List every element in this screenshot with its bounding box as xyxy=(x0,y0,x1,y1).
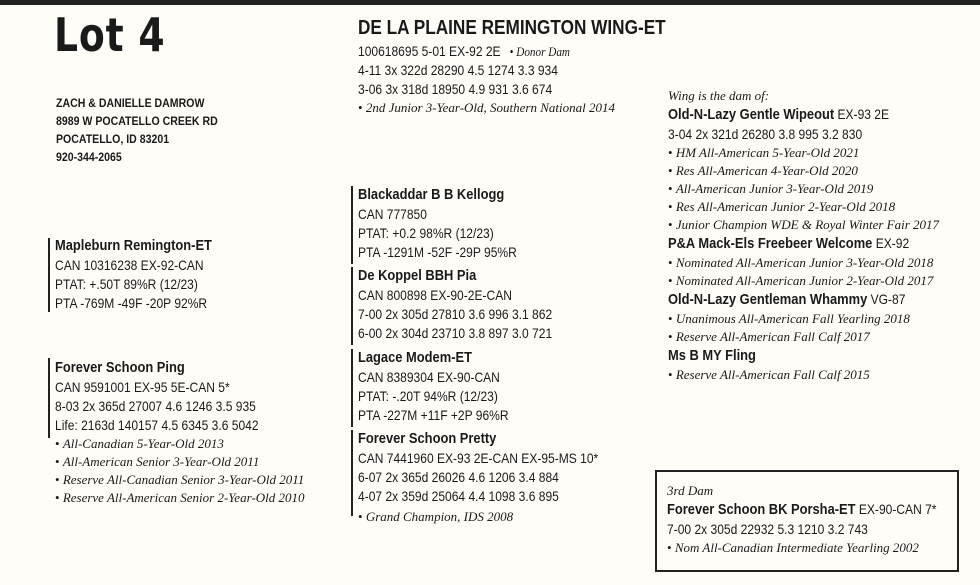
dam-award-3: • Reserve All-Canadian Senior 3-Year-Old 2011 xyxy=(55,471,304,489)
third-dam-name: Forever Schoon BK Porsha-ET xyxy=(667,501,856,518)
dd-award: • Grand Champion, IDS 2008 xyxy=(358,508,637,526)
dam-line-2: 8-03 2x 365d 27007 4.6 1246 3.5 935 xyxy=(55,398,256,414)
offspring-1-score: EX-93 2E xyxy=(837,106,890,122)
offspring-4-award-1: • Reserve All-American Fall Calf 2015 xyxy=(668,366,948,384)
sire-dam xyxy=(358,266,584,343)
third-dam-box xyxy=(655,470,959,572)
main-animal-id: 100618695 5-01 EX-92 2E xyxy=(358,43,501,59)
donor-dam-note: • Donor Dam xyxy=(503,44,570,59)
dam-bracket xyxy=(48,358,50,438)
lot-number: Lot 4 xyxy=(54,8,166,62)
offspring-2-score: EX-92 xyxy=(875,235,910,251)
offspring-1-award-4: • Res All-American Junior 2-Year-Old 2018 xyxy=(668,198,948,216)
sd-bracket xyxy=(351,267,353,345)
offspring-1-award-3: • All-American Junior 3-Year-Old 2019 xyxy=(668,180,948,198)
offspring-3-award-1: • Unanimous All-American Fall Yearling 2018 xyxy=(668,310,948,328)
sire-name: Mapleburn Remington-ET xyxy=(55,237,212,254)
ds-line-1: CAN 8389304 EX-90-CAN xyxy=(358,369,500,385)
dd-name: Forever Schoon Pretty xyxy=(358,430,497,447)
offspring-2-name: P&A Mack-Els Freebeer Welcome xyxy=(668,235,873,252)
dam xyxy=(55,358,304,507)
offspring-4-name: Ms B MY Fling xyxy=(668,347,756,364)
owner-address: 8989 W POCATELLO CREEK RD xyxy=(56,114,218,128)
top-rule xyxy=(0,0,980,5)
ss-name: Blackaddar B B Kellogg xyxy=(358,186,505,203)
dd-line-3: 4-07 2x 359d 25064 4.4 1098 3.6 895 xyxy=(358,488,559,504)
third-dam-award: • Nom All-Canadian Intermediate Yearling 2002 xyxy=(667,539,980,557)
sd-line-2: 7-00 2x 305d 27810 3.6 996 3.1 862 xyxy=(358,306,553,322)
sire-bracket xyxy=(48,238,50,312)
offspring-3-header xyxy=(668,290,909,310)
dam-dam xyxy=(358,429,637,526)
ss-line-3: PTA -1291M -52F -29P 95%R xyxy=(358,244,517,260)
ds-name: Lagace Modem-ET xyxy=(358,349,472,366)
main-animal-id-line xyxy=(358,42,666,61)
ds-line-2: PTAT: -.20T 94%R (12/23) xyxy=(358,388,498,404)
dd-line-1: CAN 7441960 EX-93 2E-CAN EX-95-MS 10* xyxy=(358,450,599,466)
offspring-list xyxy=(668,87,948,384)
ss-bracket xyxy=(351,186,353,264)
sire-sire xyxy=(358,185,543,262)
ds-bracket xyxy=(351,349,353,427)
offspring-3-score: VG-87 xyxy=(870,291,906,307)
dam-line-3: Life: 2163d 140157 4.5 6345 3.6 5042 xyxy=(55,417,259,433)
dam-award-4: • Reserve All-American Senior 2-Year-Old 2010 xyxy=(55,489,304,507)
offspring-intro: Wing is the dam of: xyxy=(668,88,770,103)
main-award: • 2nd Junior 3-Year-Old, Southern National 2014 xyxy=(358,99,716,117)
offspring-2-award-1: • Nominated All-American Junior 3-Year-Old 2018 xyxy=(668,254,948,272)
offspring-1-award-5: • Junior Champion WDE & Royal Winter Fair 2017 xyxy=(668,216,948,234)
offspring-3-name: Old-N-Lazy Gentleman Whammy xyxy=(668,291,868,308)
main-animal-title: DE LA PLAINE REMINGTON WING-ET xyxy=(358,17,666,39)
offspring-3-award-2: • Reserve All-American Fall Calf 2017 xyxy=(668,328,948,346)
third-dam-label: 3rd Dam xyxy=(667,483,714,498)
sire-line-3: PTA -769M -49F -20P 92%R xyxy=(55,295,208,311)
dd-line-2: 6-07 2x 365d 26026 4.6 1206 3.4 884 xyxy=(358,469,559,485)
offspring-1-name: Old-N-Lazy Gentle Wipeout xyxy=(668,106,835,123)
offspring-2-header xyxy=(668,234,909,254)
main-record-2: 3-06 3x 318d 18950 4.9 931 3.6 674 xyxy=(358,81,553,97)
dam-line-1: CAN 9591001 EX-95 5E-CAN 5* xyxy=(55,379,230,395)
third-dam xyxy=(667,482,980,557)
third-dam-record: 7-00 2x 305d 22932 5.3 1210 3.2 743 xyxy=(667,521,868,537)
sd-line-3: 6-00 2x 304d 23710 3.8 897 3.0 721 xyxy=(358,325,553,341)
dam-sire xyxy=(358,348,533,425)
owner-info xyxy=(56,94,218,166)
main-record-1: 4-11 3x 322d 28290 4.5 1274 3.3 934 xyxy=(358,62,558,78)
dam-award-2: • All-American Senior 3-Year-Old 2011 xyxy=(55,453,304,471)
donor-dam-label: Donor Dam xyxy=(516,44,570,59)
owner-phone: 920-344-2065 xyxy=(56,150,122,164)
dd-bracket xyxy=(351,430,353,516)
offspring-1-award-2: • Res All-American 4-Year-Old 2020 xyxy=(668,162,948,180)
sd-line-1: CAN 800898 EX-90-2E-CAN xyxy=(358,287,512,303)
sire-line-1: CAN 10316238 EX-92-CAN xyxy=(55,257,204,273)
ds-line-3: PTA -227M +11F +2P 96%R xyxy=(358,407,509,423)
dam-award-1: • All-Canadian 5-Year-Old 2013 xyxy=(55,435,304,453)
owner-city: POCATELLO, ID 83201 xyxy=(56,132,170,146)
third-dam-score: EX-90-CAN 7* xyxy=(858,501,937,517)
third-dam-header xyxy=(667,500,937,520)
sire-line-2: PTAT: +.50T 89%R (12/23) xyxy=(55,276,198,292)
owner-name: ZACH & DANIELLE DAMROW xyxy=(56,96,205,110)
main-animal xyxy=(358,16,716,117)
ss-line-2: PTAT: +0.2 98%R (12/23) xyxy=(358,225,494,241)
offspring-1-award-1: • HM All-American 5-Year-Old 2021 xyxy=(668,144,948,162)
offspring-1-record: 3-04 2x 321d 26280 3.8 995 3.2 830 xyxy=(668,126,863,142)
dam-name: Forever Schoon Ping xyxy=(55,359,185,376)
offspring-1-header xyxy=(668,105,909,125)
offspring-2-award-2: • Nominated All-American Junior 2-Year-Old 2017 xyxy=(668,272,948,290)
ss-line-1: CAN 777850 xyxy=(358,206,427,222)
offspring-4-header xyxy=(668,346,909,366)
sire xyxy=(55,236,238,313)
sd-name: De Koppel BBH Pia xyxy=(358,267,477,284)
